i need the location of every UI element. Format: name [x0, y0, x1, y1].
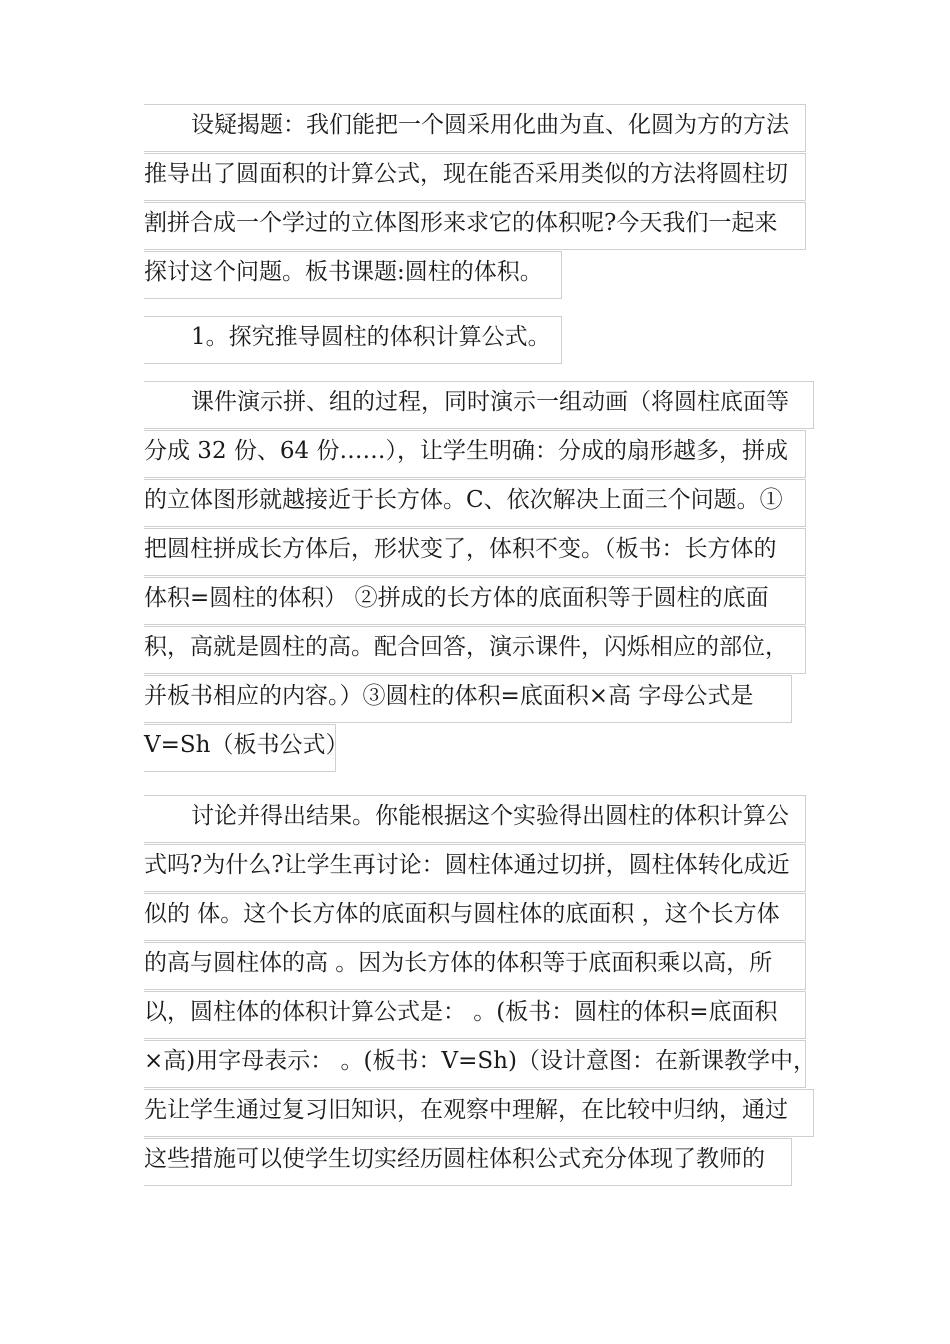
- text-line: 1。探究推导圆柱的体积计算公式。: [144, 316, 562, 364]
- text-line: 体积=圆柱的体积） ②拼成的长方体的底面积等于圆柱的底面: [144, 577, 806, 625]
- text-line: 积，高就是圆柱的高。配合回答，演示课件，闪烁相应的部位，: [144, 626, 806, 674]
- text-line: 似的 体。这个长方体的底面积与圆柱体的底面积 ，这个长方体: [144, 893, 806, 941]
- text-line: 分成 32 份、64 份……），让学生明确：分成的扇形越多，拼成: [144, 430, 806, 478]
- text-line: 的立体图形就越接近于长方体。C、依次解决上面三个问题。①: [144, 479, 806, 527]
- text-line: 以，圆柱体的体积计算公式是： 。(板书：圆柱的体积=底面积: [144, 991, 806, 1039]
- paragraph-discussion: [144, 795, 814, 1187]
- text-line: 讨论并得出结果。你能根据这个实验得出圆柱的体积计算公: [144, 795, 806, 843]
- text-line: 先让学生通过复习旧知识，在观察中理解，在比较中归纳，通过: [144, 1089, 814, 1137]
- text-line: 割拼合成一个学过的立体图形来求它的体积呢?今天我们一起来: [144, 202, 806, 250]
- text-line: 并板书相应的内容。）③圆柱的体积=底面积×高 字母公式是: [144, 675, 792, 723]
- text-line: 课件演示拼、组的过程，同时演示一组动画（将圆柱底面等: [144, 381, 814, 429]
- text-line: 这些措施可以使学生切实经历圆柱体积公式充分体现了教师的: [144, 1138, 792, 1186]
- text-line: 的高与圆柱体的高 。因为长方体的体积等于底面积乘以高，所: [144, 942, 806, 990]
- paragraph-intro: [144, 104, 806, 300]
- text-line: 探讨这个问题。板书课题:圆柱的体积。: [144, 251, 562, 299]
- text-line: 推导出了圆面积的计算公式，现在能否采用类似的方法将圆柱切: [144, 153, 806, 201]
- paragraph-courseware-demo: [144, 381, 814, 773]
- text-line: 设疑揭题：我们能把一个圆采用化曲为直、化圆为方的方法: [144, 104, 806, 152]
- text-line: 把圆柱拼成长方体后，形状变了，体积不变。（板书：长方体的: [144, 528, 806, 576]
- text-line: V=Sh（板书公式）: [144, 724, 336, 772]
- text-line: 式吗?为什么?让学生再讨论：圆柱体通过切拼，圆柱体转化成近: [144, 844, 806, 892]
- text-line: ×高)用字母表示： 。(板书：V=Sh)（设计意图：在新课教学中，: [144, 1040, 806, 1088]
- paragraph-section-heading: [144, 316, 562, 365]
